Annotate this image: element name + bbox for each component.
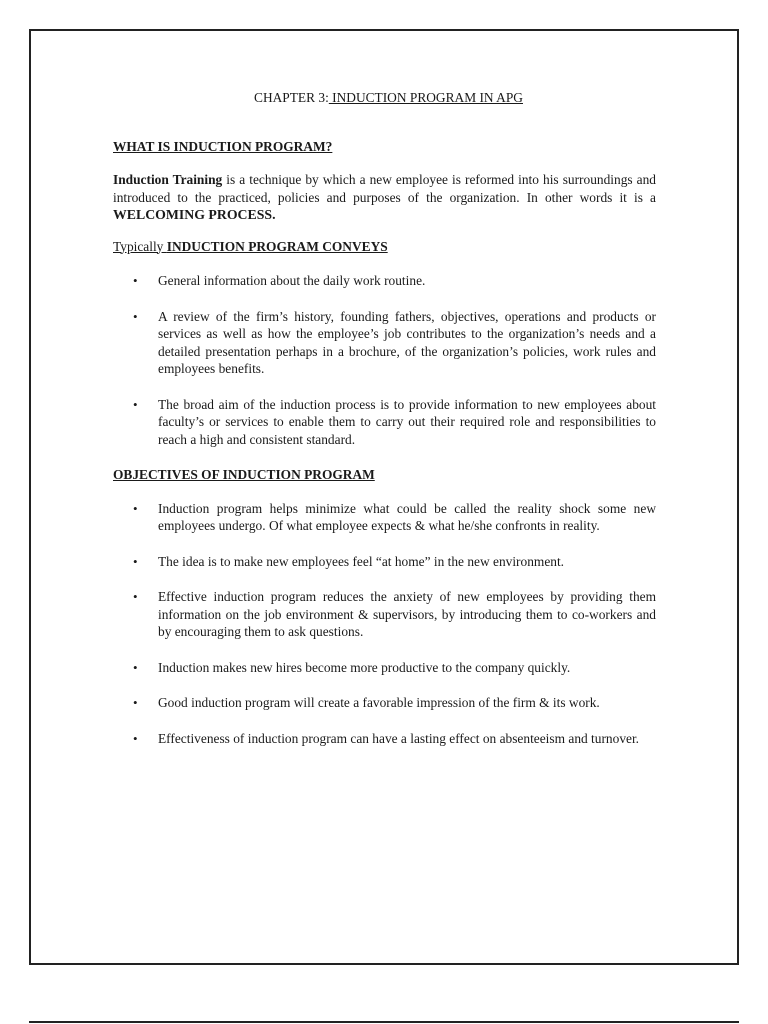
list-item [113,396,656,449]
section-heading-objectives: OBJECTIVES OF INDUCTION PROGRAM [113,467,375,482]
conveys-prefix: Typically [113,238,167,254]
objectives-list [113,500,656,748]
list-item-text: Induction makes new hires become more productive to the company quickly. [158,659,571,675]
list-item-text: Induction program helps minimize what could be called the reality shock some new employees undergo. Of what employee expects & what he/she confronts in reality. [158,500,656,533]
conveys-subheading [113,238,656,256]
bullet-icon: • [133,396,138,412]
conveys-list [113,272,656,448]
intro-emphasis: WELCOMING PROCESS. [113,207,276,222]
list-item [113,272,656,290]
document-body [113,89,656,765]
chapter-title [113,89,656,107]
list-item-text: A review of the firm’s history, founding fathers, objectives, operations and products or services as well as how the employee’s job contributes to the organization’s needs and a detailed presentation perhaps in a brochure, of the organization’s policies, work rules and employees benefits. [158,308,656,376]
bullet-icon: • [133,273,138,288]
conveys-bold: INDUCTION PROGRAM CONVEYS [166,238,388,254]
bullet-icon: • [133,730,138,746]
section-heading-what-is: WHAT IS INDUCTION PROGRAM? [113,138,333,154]
list-item [113,588,656,641]
bottom-rule [29,1021,739,1023]
chapter-prefix: CHAPTER 3: [254,90,329,105]
bullet-icon: • [133,589,138,604]
list-item-text: Effective induction program reduces the anxiety of new employees by providing them information on the job environment & supervisors, by introducing them to co-workers and by encouraging them to ask questions. [158,589,656,639]
intro-text: is a technique by which a new employee is reformed into his surroundings and introduced to the practiced, policies and purposes of the organization. In other words it is a [113,172,656,205]
bullet-icon: • [133,659,138,675]
bullet-icon: • [133,695,138,710]
list-item [113,553,656,571]
list-item [113,659,656,677]
list-item [113,500,656,535]
list-item-text: The idea is to make new employees feel “at home” in the new environment. [158,553,565,569]
list-item [113,730,656,748]
list-item-text: The broad aim of the induction process is to provide information to new employees about faculty’s or services to enable them to carry out their required role and responsibilities to reach a high and consistent standard. [158,396,656,447]
bullet-icon: • [133,308,138,324]
list-item [113,308,656,378]
list-item-text: Good induction program will create a favorable impression of the firm & its work. [158,695,600,710]
intro-term: Induction Training [113,172,223,187]
list-item-text: General information about the daily work routine. [158,273,426,288]
intro-paragraph [113,171,656,224]
bullet-icon: • [133,553,138,569]
chapter-name: INDUCTION PROGRAM IN APG [328,90,523,105]
list-item-text: Effectiveness of induction program can have a lasting effect on absenteeism and turnover. [158,730,640,746]
list-item [113,694,656,712]
bullet-icon: • [133,500,138,516]
